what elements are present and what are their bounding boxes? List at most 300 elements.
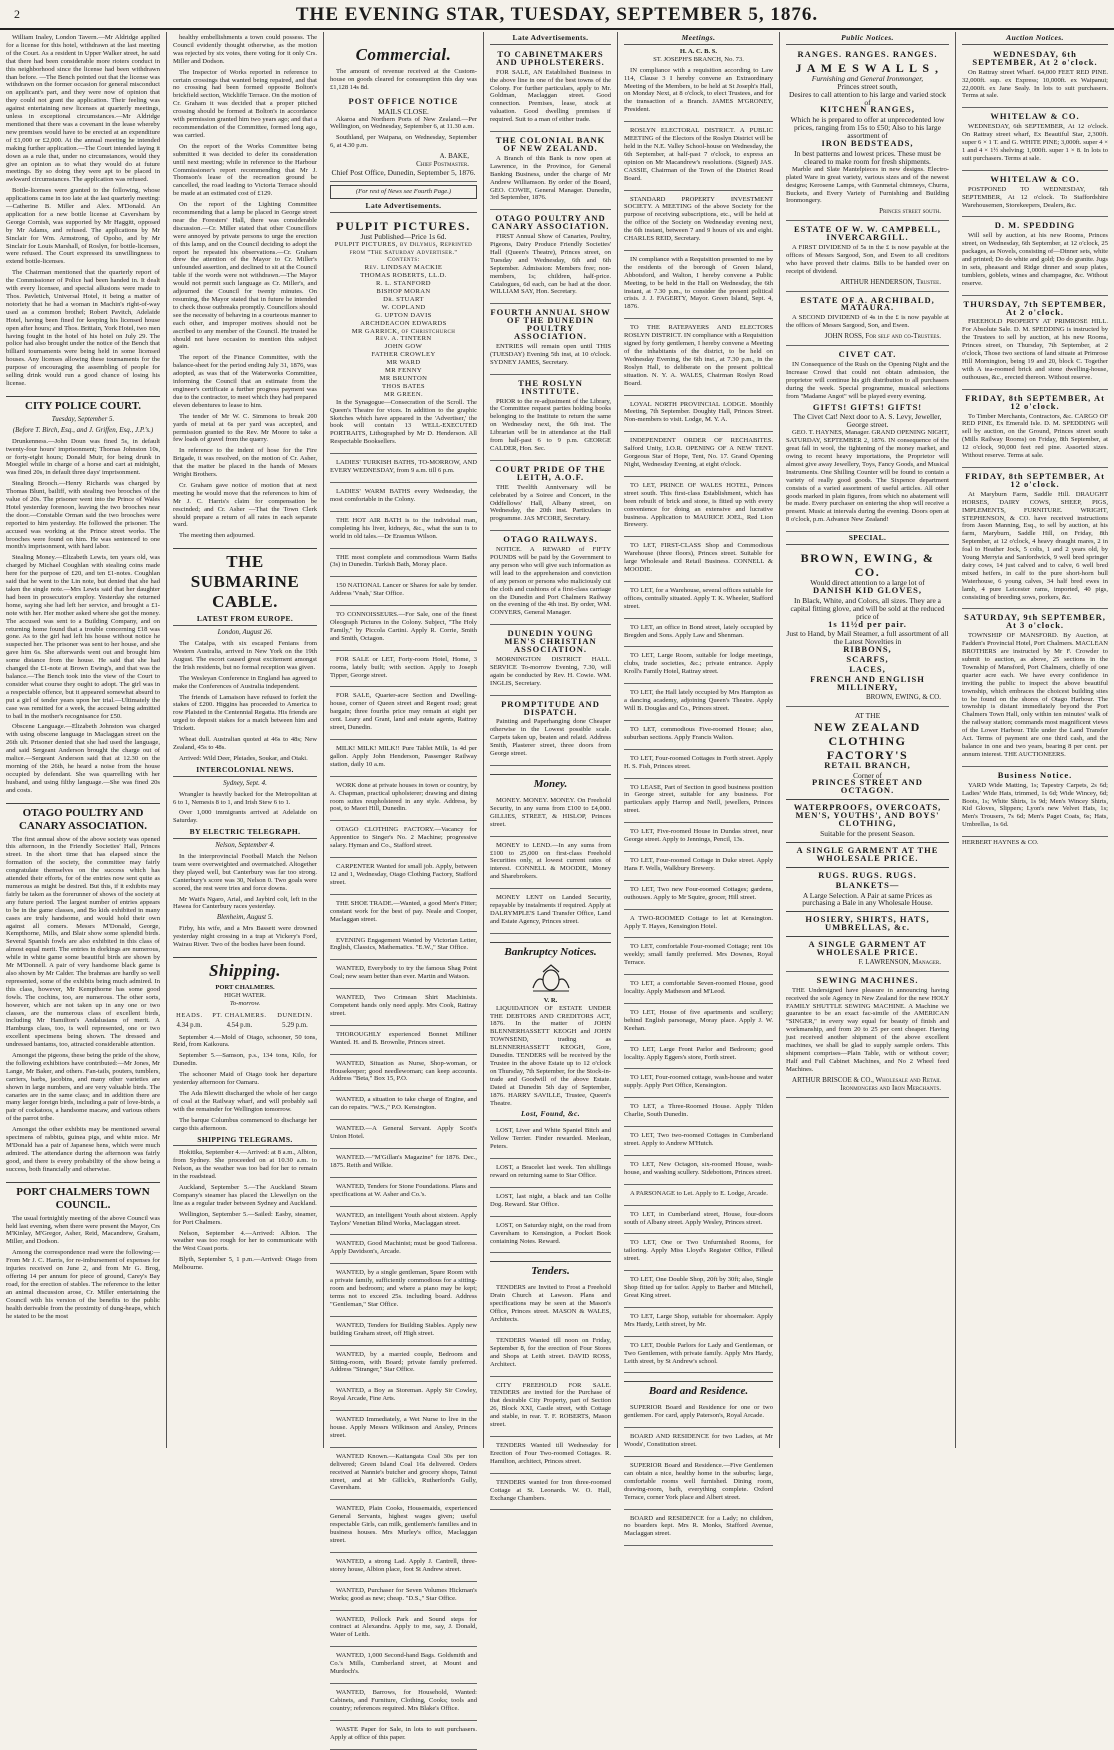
classified-ad-text: WANTED, Purchaser for Seven Volumes Hickman's Works; good as new; cheap. "D.S.," Star Office. <box>330 1586 477 1602</box>
classified-ad-text: WANTED, Two Crimean Shirt Machinists. Competent hands only need apply. Mrs Cook, Rattray street. <box>330 994 477 1017</box>
notice-ad-head: DUNEDIN YOUNG MEN'S CHRISTIAN ASSOCIATION. <box>504 628 597 655</box>
high-water-day: To-morrow. <box>229 999 261 1007</box>
auction-ad-body: On Rattray street Wharf. 64,000 FEET RED PINE. 32,000ft. sup. ex Express; 10,000ft. ex Waipanui; 22,000ft. ex Jane Sealy. In lots to suit purchasers. Terms at sale. <box>962 68 1108 100</box>
kitchen-ranges: KITCHEN RANGES, <box>820 104 915 115</box>
classified-ad <box>330 991 477 1026</box>
meeting-notice <box>624 1208 773 1235</box>
auction-ad <box>962 769 1108 837</box>
shipping-arrivals <box>173 1034 317 1133</box>
meeting-notice <box>624 398 773 433</box>
auction-notices-title: Auction Notices. <box>962 34 1108 45</box>
meeting-notice-text: TO LET, Large Front Parlor and Bedroom; good locality. Apply Eggers's store, Forth street. <box>624 1045 773 1061</box>
brown-ewing-sig: BROWN, EWING, & CO. <box>865 692 941 701</box>
tender-ad-text: TENDERS are Invited to Frost a Freehold Drain Church at Lawson. Plans and specifications may be seen at the Mason's Office, Princes street. MASON & WALES, Architects. <box>490 1284 611 1324</box>
intercolonial-item: Over 1,000 immigrants arrived at Adelaide on Saturday. <box>173 809 317 825</box>
police-case: Drunkenness.—John Doun was fined 5s, in default twenty-four hours' imprisonment; Thomas Johnston 10s, or forty-eight hours; Donald Muir, for being drunk in Moegiel while in charge of a horse and cart at midnight, was fined 20s, in default three days' imprisonment. <box>6 437 160 477</box>
meeting-notice <box>624 940 773 975</box>
notice-ad <box>490 627 611 695</box>
auction-ad-body: TOWNSHIP OF MANSFORD. By Auction, at Fadden's Provincial Hotel, Port Chalmers. MACLEAN BROTHERS are instructed by Mr F. Crowder to submit to auction, as above, 25 sections in the Township of Mansford, Port Chalmers, chiefly of one quarter acre each. We have every confidence in inviting the public to inspect the above beautiful township, which embraces the choicest building sites to be found on the shores of Otago Harbour. The township is distant immediately beyond the Port Chalmers Town Hall, only within ten minutes' walk of the railway station; commands most magnificent views of the Lower Harbour. Title under the Land Transfer Act. Terms of payment are one third cash, and the balance in one and two years, bearing 8 per cent. per annum interest. THE AUCTIONEERS. <box>962 632 1108 758</box>
royal-crest-icon <box>527 962 575 994</box>
meeting-notice <box>624 1187 773 1206</box>
pulpit-contents-line: MR GREEN. <box>383 390 424 398</box>
column-7 <box>956 32 1114 1448</box>
shipping-telegrams-title: SHIPPING TELEGRAMS. <box>173 1136 317 1147</box>
auction-ad <box>962 48 1108 108</box>
classified-ad <box>330 742 477 777</box>
poultry-association-title: OTAGO POULTRY AND CANARY ASSOCIATION. <box>6 803 160 833</box>
notice-ad-head: FOURTH ANNUAL SHOW OF THE DUNEDIN POULTRY ASSOCIATION. <box>490 307 611 342</box>
police-case: Stealing Brooch.—Henry Richards was charged by Thomas Blunt, bailiff, with stealing two brooches of the value of 20s. The prisoner went into the Prince of Wales Hotel yesterday forenoon, leaving the two brooches near the door.—Constable Orman said the two brooches were reported to him yesterday. He followed the prisoner. The accused was working at the Prince street works. The brooches were found on him. He was sentenced to one month's imprisonment, with hard labor. <box>6 480 160 551</box>
classified-ad <box>330 860 477 895</box>
meeting-notice <box>624 1236 773 1271</box>
classified-ad <box>330 1122 477 1149</box>
council-paragraph: The tender of Mr W. C. Simmons to break 200 yards of metal at 6s per yard was accepted, and permission granted to the Rev. Mr Moore to take a few loads of gravel from the quarry. <box>173 412 317 444</box>
notice-ad <box>490 698 611 766</box>
mail-closing: Southland, per Waipana, on Wednesday, September 6, at 4.30 p.m. <box>330 134 477 150</box>
civet-cat-body: IN Consequence of the Rush on the Opening Night and the Increase Crowd that could not obtain admission, the proprietor will continue his gift distribution to all purchasers during the week. Special programme, musical selections from "Madame Angot" will be played every evening. <box>786 361 949 400</box>
archibald-estate-head: ESTATE OF A. ARCHIBALD, MATAURA. <box>800 294 935 313</box>
classified-ad-text: OTAGO CLOTHING FACTORY.—Vacancy for Apprentice to Singer's No. 2 Machine; progressive salary. Hyman and Co., Stafford street. <box>330 826 477 850</box>
classified-ad-text: 150 NATIONAL Lancer or Shares for sale by tender. Address 'Vnah,' Star Office. <box>330 582 477 598</box>
james-walls-address: Princes street south, <box>837 81 898 91</box>
notice-ad-body: FOR SALE, AN Established Business in the above line in one of the best towns of the Colony. For further particulars, apply to Mr. Goldman, Maclaggan street. Good connection. Premises, lease, stock at valuation. Good dwelling premises if required. Suit to a man of either trade. <box>490 68 611 124</box>
meeting-notice <box>624 752 773 779</box>
meeting-notice <box>624 1158 773 1185</box>
tender-ad-text: TENDERS wanted for Iron three-roomed Cottage at St. Leonards. W. O. Hall, Exchange Chambers. <box>490 1478 611 1502</box>
auction-ad <box>962 470 1108 610</box>
public-notices-title: Public Notices. <box>786 34 949 45</box>
notice-ad-head: THE COLONIAL BANK OF NEW ZEALAND. <box>495 135 606 153</box>
bankruptcy-vr: V. R. <box>543 996 558 1004</box>
meeting-notice-text: TO LET, Two new Four-roomed Cottages; gardens, outhouses. Apply to Mr Squire, grocer, Hill street. <box>624 885 773 901</box>
auction-ad-head: WHITELAW & CO. <box>990 111 1080 122</box>
intercolonial-dateline: Sydney, Sept. 4. <box>223 778 267 787</box>
classified-ad-text: WANTED Immediately, a Wet Nurse to live in the house. Apply Messrs Wilkinson and Ansley, Princes street. <box>330 1416 477 1439</box>
postmaster-name: A. BAKE, <box>439 152 469 161</box>
police-court-bench: (Before T. Birch, Esq., and J. Griffen, Esq., J.P.'s.) <box>12 425 154 434</box>
brown-ewing-body-3: Just to Hand, by Mail Steamer, a full assortment of all the Latest Novelties in <box>786 629 949 647</box>
pulpit-contents-line: G. UPTON DAVIS <box>375 311 432 319</box>
glove-price: 1s 11½d per pair. <box>828 618 907 629</box>
meeting-notice <box>624 539 773 582</box>
pulpit-contents-line: R. L. STANFORD <box>376 280 431 288</box>
meeting-notice-text: TO LET, Large Shop, suitable for shoemaker. Apply Mrs Hardy, Leith street, by Mr. <box>624 1312 773 1328</box>
classified-ad <box>330 1613 477 1648</box>
tender-ad <box>490 1334 611 1377</box>
nz-rugs: RUGS. RUGS. RUGS. <box>818 869 917 880</box>
meeting-notice <box>624 912 773 939</box>
auction-ad-head: Business Notice. <box>997 769 1073 780</box>
classified-ad-text: WANTED.—"M'Gillan's Magazine" for 1876. Dec., 1875. Reith and Wilkie. <box>330 1154 477 1169</box>
meeting-notice <box>624 253 773 319</box>
gifts-head: GIFTS! GIFTS! GIFTS! <box>812 401 923 412</box>
pulpit-contents-line: BISHOP MORAN <box>376 288 431 296</box>
classified-ad <box>330 653 477 688</box>
campbell-estate-sig: ARTHUR HENDERSON, Trustee. <box>840 277 941 286</box>
auction-ad-head: WHITELAW & CO. <box>990 173 1080 184</box>
shipping-telegram: Auckland, September 5.—The Auckland Steam Company's steamer has placed the Llewellyn on the line as a regular trader between Sydney and Auckland. <box>173 1184 317 1207</box>
council-paragraph: The report of the Finance Committee, with the balance-sheet for the period ending July 31, 1876, was adopted, as was that of the Waterworks Committee, informing the Council that an estimate from the engineer's certificate a further progress payment was due to the contractor, to meet which they had prepared eleven debentures to lease to him. <box>173 354 317 409</box>
brown-ewing-ad <box>786 548 949 707</box>
shipping-item: September 5.—Samson, p.s., 134 tons, Kilo, for Dunedin. <box>173 1052 317 1068</box>
classified-ad-text: WANTED, by a married couple, Bedroom and Sitting-room, with Board; private family preferred. Address "Stranger," Star Office. <box>330 1350 477 1374</box>
ladies-turkish-baths-ad <box>330 456 477 483</box>
bankruptcy-body: LIQUIDATION OF ESTATE UNDER THE DEBTORS AND CREDITORS ACT, 1876. In the matter of JOHN BLENNERHASSETT KEOGH and JOHN TOWNSEND, trading as BLENNERHASSETT KEOGH, Gore, Dunedin. TENDERS will be received by the Trustee in the above Estate up to 12 o'clock on Thursday, 7th September, for the Stock-in-trade and Goodwill of the above Estate. Dated at Dunedin 5th day of September, 1876. HARRY SAVILLE, Trustee, Queen's Theatre. <box>490 1004 611 1107</box>
meeting-notice-text: TO LET, Five-roomed House in Dundas street, near George street. Apply to Jennings, Pencil, 13s. <box>624 828 773 844</box>
classified-ad <box>330 1180 477 1207</box>
meeting-notice-text: TO LET, Double Parlors for Lady and Gentleman, or Two Gentlemen, with private family. Apply Mrs Hardy, Leith street, by St Andrew's school. <box>624 1341 773 1365</box>
scarfs: SCARFS, <box>846 654 889 665</box>
nz-blankets: BLANKETS— <box>835 879 900 890</box>
meeting-notice-text: STANDARD PROPERTY INVESTMENT SOCIETY. A MEETING of the above Society for the purpose of receiving subscriptions, etc., will be held at the office of the Society on Wednesday evening next, the 6th instant, between 7 and 9 hours of six and eight. CHARLES REID, Secretary. <box>624 195 773 243</box>
classified-ad-text: WANTED, Pollock Park and Sound steps for contract at Alexandra. Apply to me, say, J. Donald, Water of Leith. <box>330 1615 477 1639</box>
notice-ad-head: TO CABINETMAKERS AND UPHOLSTERERS. <box>496 48 605 67</box>
notice-ad-body: A Branch of this Bank is now open at Lawrence, in the Province, for General Banking Business, under the charge of Mr Andrew Williamson. By order of the Board, GEO. COWIE, General Manager. Dunedin, 3rd September, 1876. <box>490 154 611 202</box>
board-residence-ad-text: BOARD and RESIDENCE for a Lady; no children, no boarders kept. Mrs R. Monks, Stafford Avenue, Maclaggan street. <box>624 1514 773 1538</box>
pulpit-contents-line: W. COPLAND <box>381 303 426 311</box>
classified-ad <box>330 823 477 858</box>
meeting-notice-text: TO LET, FIRST-CLASS Shop and Commodious Warehouse (three floors), Princes street. Suitable for large Wholesale and Retail Business. CONNELL & MOODIE. <box>624 542 773 574</box>
meeting-notice <box>624 883 773 910</box>
meeting-notice <box>624 193 773 251</box>
police-court-title: CITY POLICE COURT. <box>6 396 160 413</box>
meeting-notice-text: TO LET, a comfortable Seven-roomed House, good locality. Apply Matheson and M'Leod. <box>624 980 773 996</box>
auction-ad-body: YARD Wide Matting, 1s; Tapestry Carpets, 2s 6d; Ladies' Wide Hats, trimmed, 1s 6d; Wide Wincey, 6d; Boots, 1s; White Shirts, 1s 9d; Men's Wincey Shirts, Kid Gloves, Slippers; Lyon's new Velvet Hats, 1s; Men's Trousers, 7s 6d; Men's Paget Coats, 6s; Hats, Umbrellas, 1s 6d. <box>962 781 1108 829</box>
pulpit-contents-line: MR WARD <box>386 359 421 367</box>
meeting-notice <box>624 434 773 477</box>
money-ad-text: MONEY to LEND.—In any sums from £100 to 25,000 on first-class Freehold Securities only, at lowest current rates of interest. CONNELL & MOODIE, Money and Sharebrokers. <box>490 841 611 881</box>
meeting-notice-text: TO LET, Two two-roomed Cottages in Cumberland street. Apply to Andrew M'Hutch. <box>624 1132 773 1147</box>
danish-kid-gloves: DANISH KID GLOVES, <box>813 584 922 595</box>
classified-ad-text: EVENING Engagement Wanted by Victorian Letter, English, Classics, Mathematics. "E.W.," Star Office. <box>330 936 477 952</box>
notice-ad <box>490 48 611 132</box>
meeting-notice <box>624 977 773 1004</box>
shipping-item: September 4.—Mold of Otago, schooner, 50 tons, Reid, from Kaikoura. <box>173 1033 317 1049</box>
meeting-notice <box>624 781 773 824</box>
classified-ad <box>330 1686 477 1721</box>
james-walls-name: J A M E S W A L L S , <box>795 60 940 75</box>
latest-from-europe: LATEST FROM EUROPE. <box>173 615 317 626</box>
tide-heading: HEADS. <box>176 1011 203 1019</box>
classified-ad <box>330 1209 477 1236</box>
news-fourth-page: (For rest of News see Fourth Page.) <box>330 185 477 199</box>
auction-ad-head: FRIDAY, 8th SEPTEMBER, At 12 o'clock. <box>965 470 1105 489</box>
column-6 <box>780 32 956 1448</box>
meeting-notice-text: TO LET, an office in Bond street, lately occupied by Bregden and Sons. Apply Law and Shenman. <box>624 623 773 639</box>
auction-ad-body: POSTPONED TO WEDNESDAY, 6th SEPTEMBER, At 12 o'clock. To Staffordshire Warehousemen, Storekeepers, Dealers, &c. <box>962 185 1108 209</box>
post-office-notice <box>330 95 477 182</box>
james-walls-ad <box>786 48 949 221</box>
auction-ad-head: D. M. SPEDDING <box>994 220 1076 231</box>
classified-ad <box>330 1649 477 1684</box>
sewing-machines-ad <box>786 974 949 1098</box>
classified-ad-text: WANTED, Everybody to try the famous Shag Point Coal; new seam better than ever. Martin and Watson. <box>330 965 477 981</box>
james-walls-body-3: In best patterns and lowest prices. These must be cleared to make room for fresh shipments. <box>794 148 941 166</box>
police-court-body <box>6 438 160 795</box>
tide-time: 5.29 p.m. <box>282 1021 308 1029</box>
post-office-place: Chief Post Office, Dunedin, September 5, 1876. <box>331 167 476 177</box>
lost-found-ad <box>490 1161 611 1188</box>
pulpit-contents-line: MR BRUNTON <box>379 375 428 382</box>
archibald-estate-body: A SECOND DIVIDEND of 4s in the £ is now payable at the offices of Messrs Sargood, Son, and Ewen. <box>786 314 949 330</box>
notice-ad <box>490 134 611 210</box>
auction-ad-body: WEDNESDAY, 6th SEPTEMBER, At 12 o'clock. On Rattray street wharf, Ex Beautiful Star, 2,300ft. super 6 × 1 T. and G. WHITE PINE; 3,000ft. super 4 × 1 and 4 × 1½ shelving; 1,000ft. super 1 × 8. In lots to suit purchasers. Terms at sale. <box>962 123 1108 162</box>
classified-ad <box>330 1237 477 1264</box>
notice-ad <box>490 377 611 461</box>
meeting-notice <box>624 64 773 122</box>
meeting-notice <box>624 1006 773 1041</box>
pulpit-pictures-ad <box>330 216 477 454</box>
classified-ad <box>330 579 477 606</box>
licensing-report <box>6 34 160 388</box>
port-chalmers-council-body <box>6 1215 160 1321</box>
classified-ad <box>330 934 477 961</box>
pulpit-contents-line: MR FENNY <box>384 367 423 375</box>
lost-found-ad <box>490 1219 611 1254</box>
civet-cat-ad <box>786 348 949 532</box>
column-2 <box>167 32 324 1448</box>
poultry-association-body <box>6 836 160 1174</box>
meeting-notice-text: LOYAL NORTH PROVINCIAL LODGE. Monthly Meeting, 7th September. Doughty Hall, Princes Street. Non-members to visit. Lodge, M. Y. A. <box>624 400 773 424</box>
meeting-notice-text: TO LET, Four-roomed Cottage in Duke street. Apply Hans F. Wells, Walkbury Brewery. <box>624 856 773 872</box>
classified-ad-text: WANTED, Tenders for Building Stables. Apply new building Graham street, off High street. <box>330 1321 477 1337</box>
tenders-title: Tenders. <box>490 1261 611 1278</box>
auction-ad-head: FRIDAY, 8th SEPTEMBER, At 12 o'clock. <box>965 392 1105 411</box>
james-walls-tail: Princes street south. <box>879 207 941 216</box>
auction-ad <box>962 611 1108 766</box>
sewing-machines-title: SEWING MACHINES. <box>816 974 919 985</box>
submarine-cable-title: THE SUBMARINE CABLE. <box>173 548 317 612</box>
nz-single-garment: A SINGLE GARMENT AT WHOLESALE PRICE. <box>808 939 927 958</box>
haynes-sig: HERBERT HAYNES & CO. <box>962 839 1039 847</box>
classified-ad-text: CARPENTER Wanted for small job. Apply, between 12 and 1, Wednesday, Otago Clothing Factory, Stafford street. <box>330 863 477 886</box>
classified-ad-text: WANTED, 1,000 Second-hand Bags. Goldsmith and Co.'s Mills, Cumberland street, at Mount and Murdoch's. <box>330 1652 477 1676</box>
telegraph-item: Mr Watt's Ngaro, Arial, and Jaybird colt, left in the Hawea for Canterbury races yesterday. <box>173 895 317 911</box>
page-number: 2 <box>14 7 20 21</box>
special-title: SPECIAL. <box>786 534 949 545</box>
money-title: Money. <box>490 774 611 791</box>
commercial-title: Commercial. <box>355 45 452 64</box>
classified-ad-text: WANTED, Situation as Nurse, Shop-woman, or Housekeeper; good needlewoman; can keep accounts. Address "Beta," Box 15, P.O. <box>330 1059 477 1083</box>
meeting-notice-text: TO LET, in Cumberland street, House, four-doors south of Albany street. Apply Wesley, Princes street. <box>624 1210 773 1226</box>
meeting-notice <box>624 1043 773 1070</box>
council-paragraph: Among the correspondence read were the following:—From Mr J. C. Harris, for re-imbursement of expenses for injuries received on June 2, and from Mr G. Brog, offering 14 per annum for piece of ground, Carey's Bay road, for the erection of stables. The reference to the letter an animal discussion arose, Cr. Miller entertaining the Council with his version of the benefits to the public health derivable from the proximity of dung-heaps, which he stated to be the most <box>6 1249 160 1320</box>
late-ads-title: Late Advertisements. <box>330 202 477 213</box>
telegraph-body <box>173 853 317 911</box>
classified-ad <box>330 1502 477 1553</box>
poultry-paragraph: Amongst the pigeons, these being the pride of the show, the following exhibitors have contributed:—Mr Jones, Mr Lange, Mr Baker, and others. Fan-tails, pouters, tumblers, carriers, barbs, jacobins, and many other varieties are shown in large numbers, and are very valuable birds. The canaries are in the same class; and in addition there are many larger foreign birds, including a pair of love-birds, a pair of cockatoos, a handsome macaw, and various others of the parrot tribe. <box>6 1052 160 1123</box>
civet-cat-head: CIVET CAT. <box>838 349 897 360</box>
pulpit-contents-line: FATHER CROWLEY <box>371 351 436 359</box>
hacbs-branch: ST. JOSEPH'S BRANCH, No. 73. <box>653 55 744 63</box>
classified-ad-text: MILK! MILK! MILK!! Pure Tablet Milk, 1s 4d per gallon. Apply John Henderson, Passenger Railway station, daily 10 a.m. <box>330 745 477 768</box>
pulpit-pictures-head: PULPIT PICTURES. <box>336 218 471 233</box>
notice-ad <box>490 463 611 531</box>
notice-ad-body: MORNINGTON DISTRICT HALL. SERVICE To-morrow Evening, 7.30, will again be conducted by Rev. H. Cowie. WM. INGLIS, Secretary. <box>490 656 611 687</box>
nz-retail-branch: RETAIL BRANCH, <box>824 759 911 770</box>
money-ad-text: MONEY. MONEY. MONEY. On Freehold Security, in any sums from £100 to £4,000. GILLIES, STREET, & HISLOP, Princes street. <box>490 796 611 828</box>
board-residence-ad-text: SUPERIOR Board and Residence for one or two gentlemen. For card, apply Paterson's, Royal Arcade. <box>624 1404 773 1420</box>
classified-ad <box>330 1555 477 1582</box>
poultry-paragraph: The first annual show of the above society was opened this afternoon, in the Friendly Societies' Hall, Princes street. In the short time that has elapsed since the formation of the society, the committee may fairly congratulate themselves on the success which has attended their efforts, for of the entries now sent quite as numerous as might be desired. But this, if it exhibits may fairly be taken as the forerunner of shows of the society at any future period. The largest number of entries appears to be in the game classes, and Bo kids exhibited in many cases are truly handsome, and would hold their own against all comers. Messrs M'Donald, George, Kempthorne, Mills, and Blair show some splendid birds. Several Spanish fowls are also exhibited in this class of almost equal merit. The entries in dorkings are numerous, while in white game some beautiful birds are shown by Mr M'Donnell. A pair of very handsome black game is also shown by Mr Calder. The brahmas are hardly so well represented, some of the exhibits being much admired. In this class, however, Mr Kempthorne has some good fowls. The cochins, too, are numerous. The other sorts, however, which are not taken up in any one or two classes, are the numerous class of excellent birds, including Mr Hamilton's Andalusians of merit. A Hamburgs class, too, is well represented, one or two excellent specimens being shown. The dressed and undressed bantams, too, attracted considerable attention. <box>6 835 160 1049</box>
classified-ad-text: WANTED, by a single gentleman, Spare Room with a private family, sufficiently commodious for a sitting-room and bedroom; and where a piano may be kept; terms not to exceed 25s. including board. Address "Gentleman," Star Office. <box>330 1269 477 1308</box>
nz-hosiery: HOSIERY, SHIRTS, HATS, UMBRELLAS, &c. <box>805 914 930 933</box>
shipping-item: The Ada Blewitt discharged the whole of her cargo of coal at the Railway wharf, and will probably sail with the remainder for Wellington tomorrow. <box>173 1089 317 1113</box>
notice-ad-head: THE ROSLYN INSTITUTE. <box>518 377 583 396</box>
meeting-notice <box>624 1310 773 1337</box>
classified-ad-text: THE SHOE TRADE.—Wanted, a good Men's Fitter; constant work for the best of pay. Neale and Cooper, Maclaggan street. <box>330 899 477 923</box>
tender-ad-text: TENDERS Wanted till Wednesday for Erection of Four Two-roomed Cottages. R. Hamilton, architect, Princes street. <box>490 1442 611 1465</box>
meeting-notice <box>624 321 773 395</box>
shipping-telegram: Blyth, September 5, 1 p.m.—Arrived: Otago from Melbourne. <box>173 1256 317 1272</box>
ladies-turkish-baths: LADIES' TURKISH BATHS, TO-MORROW, AND EVERY WEDNESDAY, from 9 a.m. till 6 p.m. <box>330 459 477 475</box>
notice-ad <box>490 533 611 625</box>
tide-time: 4.34 p.m. <box>176 1021 203 1029</box>
meeting-notice <box>624 723 773 750</box>
council-paragraph: Cr. Graham gave notice of motion that at next meeting he would move that the references to him of Mr J. C. Harris's claim for compensation be rescinded; and Cr. Asher —That the Town Clerk should prepare a return of all rates in each separate ward. <box>173 481 317 529</box>
meeting-notice-text: TO LET, One Double Shop, 20ft by 30ft; also, Single Shop fitted up for tailor. Apply to Barber and Mitchell, Great King street. <box>624 1276 773 1299</box>
tender-ad <box>490 1379 611 1437</box>
meeting-notice <box>624 124 773 190</box>
lost-found-ad-text: LOST, Liver and White Spaniel Bitch and Yellow Terrier. Finder rewarded. Meelean, Peters. <box>490 1127 611 1151</box>
pulpit-contents-line: MR GARRICK, of Christchurch <box>351 327 456 335</box>
telegraph-dateline: Nelson, September 4. <box>215 841 275 850</box>
classified-ad <box>330 1348 477 1383</box>
classified-ad-text: TO CONNOISSEURS.—For Sale, one of the finest Oleograph Pictures in the Colony. Subject, "The Holy Family," by Piccola Cartini. Apply R. Corrie, Smith and Smith, Octagon. <box>330 611 477 642</box>
meeting-notice-text: TO LET, One or Two Unfurnished Rooms, for tailoring. Apply Miss Lloyd's Register Office, Filleul street. <box>624 1239 773 1263</box>
meeting-notice <box>624 825 773 852</box>
tide-heading: DUNEDIN. <box>277 1011 313 1019</box>
high-water-label: HIGH WATER. <box>224 991 266 999</box>
mail-closing: Akaroa and Northern Ports of New Zealand.—Per Wellington, on Wednesday, September 6, at 11.30 a.m. <box>330 115 477 131</box>
telegraph-item: In the interprovincial Football Match the Nelson team were overweighted and overmatched. Altogether they played well, but Canterbury was far too strong. Canterbury's score was 30, Nelson 0. Two goals were scored, the rest were tries and force downs. <box>173 853 317 892</box>
nz-season: Suitable for the present Season. <box>820 828 915 838</box>
shipping-telegram: Hokitika, September 4.—Arrived: at 8 a.m., Albion, from Sydney. She proceeded on at 10.30 a.m. to Nelson, as the weather was too bad for her to remain in the roadstead. <box>173 1149 317 1181</box>
gifts-body: GEO. T. HAYNES, Manager. GRAND OPENING NIGHT, SATURDAY, SEPTEMBER 2, 1876. IN consequence of the great fall in wool, the tightening of the money market, and owing to recent heavy importations, the Proprietor will almost give away Jewellery, Toys, Fancy Goods, and Musical Instruments. One Shilling Counter will be found to contain a variety of really good goods. The Sixpence department consists of a varied assortment of useful articles. All other goods marked in plain figures, from which no abatement will be made. Every purchaser on entering the shop will receive a present. Music at intervals during the evening. Doors open at 8 o'clock, p.m. Advance New Zealand! <box>786 429 949 524</box>
meeting-notice <box>624 649 773 684</box>
classified-ad <box>330 1723 477 1750</box>
licensing-paragraph: William Inaley, London Tavern.—Mr Aldridge applied for a license for this hotel, withdrawn at the last meeting of the Court. As a resident in Upper Walker street, he said that there had been considerable more rioters conduct in this neighborhood since the license had been withdrawn than before. —The Bench pointed out that the license was withdrawn on the former occasion for general misconduct on applicant's part, and they were now of opinion that they could not grant the application. Their feeling was against entertaining new licenses at quarterly meetings, unless in exceptional circumstances.—Mr Aldridge mentioned that there was a covenant in the lease whereby new premises would have to be erected at an expenditure of £1,000 or £2,000. At the annual meeting he intended making further application.—The Court intended laying it down as a rule that, under no circumstances, would they give an opinion as to what they would do at future meetings. By so doing they were apt to be placed in awkward circumstances. The application was refused. <box>6 34 160 184</box>
council-paragraph: The meeting then adjourned. <box>179 532 255 540</box>
classified-ad-text: THE HOT AIR BATH is to the individual man, completing his liver, kidneys, &c., what the sun is to world in old tales.—Dr Erasmus Wilson. <box>330 516 477 540</box>
classified-ad <box>330 689 477 740</box>
nz-waterproofs: WATERPROOFS, OVERCOATS, MEN'S, YOUTHS', AND BOYS' CLOTHING, <box>793 802 942 829</box>
poultry-paragraph: Amongst the other exhibits may be mentioned several specimens of rabbits, guinea pigs, and white mice. Mr M'Donald has a pair of Japanese hens, which were much admired. The attendance during the afternoon was fairly good, and there is every probability of the show being a success, both financially and otherwise. <box>6 1126 160 1173</box>
board-residence-ad <box>624 1401 773 1428</box>
lost-found-ad <box>490 1124 611 1159</box>
tender-ad <box>490 1439 611 1474</box>
classified-ad-text: WANTED, Plain Cooks, Housemaids, experienced General Servants, highest wages given; useful respectable Girls, can milk, gentlemen's families and in business houses. Mrs Murley's office, Maclaggan street. <box>330 1505 477 1544</box>
james-walls-body: Desires to call attention to his large and varied stock of <box>788 89 947 107</box>
pulpit-contents-line: Contents: <box>387 256 420 264</box>
meeting-notice-text: TO LET, New Octagon, six-roomed House, wash-house, and washing scullery. Sidebottom, Princes street. <box>624 1160 773 1176</box>
classified-ad <box>330 1266 477 1317</box>
late-ads-title-2: Late Advertisements. <box>490 34 611 45</box>
pulpit-contents-line: THOMAS ROBERTS, LL.D. <box>360 272 447 280</box>
notice-ad <box>490 212 611 304</box>
newspaper-title: THE EVENING STAR, TUESDAY, SEPTEMBER 5, 1876. <box>295 4 819 25</box>
meetings-title: Meetings. <box>624 34 773 45</box>
brown-ewing-body: Would direct attention to a large lot of <box>810 578 925 588</box>
classified-ad <box>330 1584 477 1611</box>
classified-ad <box>330 962 477 989</box>
police-case: Stealing Money.—Elizabeth Lewis, ten years old, was charged by Michael Coughlan with stealing coins made here for the purpose of £20, and ten £1-notes. Coughlan said that he went to the Lin note, but denied that she had taken the single note.—Mrs Lewis said that her daughter had been in prosecutor's employ. Yesterday she returned home, saying she had left her service, and brought a £1-note with her. Her mother asked where she got the money. The accused was sent to a Building Company, and on returning home found that a trouble concerning £18 was gone. As to the girl had left his house without notice he suspected her. The prisoner was sent to her house, and she gave him 6s. She afterwards went out and brought him some distance from the house. He said that she had changed the £1-note at Brown Ewing's, and that was the balance.—The Bench took into the view of the Court to consider what course they ought to adopt. The girl was in a respectable offence, but it appeared somewhat absurd to put a girl of tender years upon her trial.—Ultimately the case was remitted for a week, the accused being admitted to bail in the mother's recognisance for £50. <box>6 554 160 720</box>
tender-ad <box>490 1476 611 1511</box>
notice-ad <box>490 306 611 374</box>
post-office-title: POST OFFICE NOTICE <box>348 95 459 106</box>
shipping-title: Shipping. <box>173 957 317 981</box>
council-paragraph: On the report of the Lighting Committee recommending that a lamp be placed in George street near the Foresters' Hall, there was considerable discussion.—Cr. Miller stated that other Councillors were annoyed by private persons to urge the erection of this lamp, and on the Council deciding to adopt the report he repeated his observations.—Cr. Graham drew the attention of the Mayor to Cr. Miller's unfounded assertion, and declined to sit at the Council table if the words were not withdrawn.—The Mayor would not permit such language as Cr. Miller's, and adjourned the Council for twenty minutes. On resuming, the Mayor stated that in future he intended to check those outbreaks promptly. Councillors should see the necessity of behaving in a courteous manner to each other, and improper motives should not be ascribed to any member of the Council. He trusted he should not have occasion to mention this subject again. <box>173 201 317 351</box>
cable-item: The Catalpa, with six escaped Fenians from Western Australia, arrived in New York on the 19th August. The escort caused great excitement amongst the Irish residents, but no formal reception was given. <box>173 640 317 671</box>
column-4 <box>484 32 618 1502</box>
ribbons: RIBBONS, <box>843 644 892 655</box>
meeting-notice-text: IN compliance with a Requisition presented to me by the residents of the borough of Green Island, Abbotsford, and Walton, I hereby convene a Public Meeting, to be held in the Hall on Wednesday, the 6th instant, at 7.30 p.m., to consider the present political crisis. J. J. FAGERTY, Mayor. Green Island, Sept. 4, 1876. <box>624 255 773 311</box>
meeting-notice-text: IN compliance with a requisition according to Law 114, Clause 3 I hereby convene an Extraordinary Meeting of the Members, to be held at St Joseph's Hall, on Monday Next, at 8 o'clock, to elect Trustees, and for the transaction of a Branch. JAMES M'GRONEY, President. <box>624 66 773 114</box>
archibald-estate-sig: JOHN ROSS, For self and co-Trustees. <box>824 332 941 341</box>
nz-clothing-factory-ad <box>786 709 949 972</box>
classified-ad-text: WANTED, Barrows, for Household, Wanted: Cabinets, and Furniture, Clothing, Cooks; tools and country; references required. Mrs Blake's Office. <box>330 1688 477 1712</box>
notice-ad-body: PRIOR to the re-adjustment of the Library, the Committee request parties holding books belonging to the Institute to return the same on Wednesday next, the 6th inst. The Librarian will be in attendance at the Hall from half-past 6 to 9 p.m. GEORGE CALDER, Hon. Sec. <box>490 397 611 452</box>
money-ad <box>490 891 611 934</box>
customs-revenue: The amount of revenue received at the Custom-house on goods cleared for consumption this day was £1,128 14s 8d. <box>330 68 477 91</box>
classified-ad-text: WANTED, an intelligent Youth about sixteen. Apply Taylors' Venetian Blind Works, Maclaggan street. <box>330 1211 477 1227</box>
gifts-sub: The Civet Cat! Next door to A. S. Levy, Jeweller, George street. <box>793 412 942 430</box>
meeting-notice-text: TO LET, Four-roomed cottage, wash-house and water supply. Apply Port Office, Kensington. <box>624 1074 773 1090</box>
nz-at: AT THE <box>854 710 881 720</box>
james-walls-sub: Furnishing and General Ironmonger, <box>811 73 924 83</box>
classified-ad <box>330 779 477 822</box>
classified-ad <box>330 551 477 578</box>
council-paragraph: healthy embellishments a town could possess. The Council evidently thought otherwise, as the motion was rejected by six votes, there voting for it only Crs. Miller and Dodson. <box>173 34 317 65</box>
pulpit-contents-line: PULPIT PICTURES, by Dilymus, Reprinted from "The Saturday Advertiser." <box>334 240 473 256</box>
classified-ad <box>330 1093 477 1120</box>
telegraph-item: Firby, his wife, and a Mrs Bassett were drowned yesterday night crossing in a trap at Vickery's Ford, Wairau River. Two of the bodies have been found. <box>173 925 317 949</box>
notice-ad-head: COURT PRIDE OF THE LEITH, A.O.F. <box>495 463 606 482</box>
hacbs-title: H. A. C. B. S. <box>679 47 718 55</box>
mails-close: MAILS CLOSE. <box>378 106 429 116</box>
classified-ad <box>330 1413 477 1448</box>
classified-ad-text: WANTED.—A General Servant. Apply Scott's Union Hotel. <box>330 1125 477 1141</box>
meeting-notice <box>624 1100 773 1127</box>
pulpit-contents-line: Dr. STUART <box>383 295 424 303</box>
sewing-machines-sig: ARTHUR BRISCOE & CO., Wholesale and Retail Ironmongers and Iron Merchants. <box>792 1075 941 1092</box>
meeting-notice-text: TO LET, PRINCE OF WALES HOTEL, Princes street south. This first-class Establishment, which has been rebuilt of brick and stone, is fitted up with every convenience for doing an extensive and lucrative business. Application to MAURICE JOEL, Red Lion Brewery. <box>624 481 773 529</box>
column-5 <box>618 32 780 1538</box>
meeting-notice-text: INDEPENDENT ORDER OF RECHABITES. Salford Unity, I.O.R. OPENING OF A NEW TENT. Gorgeous Star of Hope, Tent, No. 17. Grand Opening Night, Wednesday Evening, at eight o'clock. <box>624 437 773 468</box>
meeting-notice-text: A TWO-ROOMED Cottage to let at Kensington. Apply T. Hayes, Kensington Hotel. <box>624 914 773 930</box>
meeting-notice <box>624 479 773 537</box>
nz-garment: A SINGLE GARMENT AT THE WHOLESALE PRICE. <box>796 844 939 863</box>
auction-ad <box>962 392 1108 468</box>
james-walls-body-4: Marble and Slate Mantelpieces in new designs. Electro-plated Ware in great variety, various sizes and of the newest designs; Kerosene Lamps, with Gunmetal chimneys, Churns, Buckets, and Every Variety of Furnishing and Building Ironmongery. <box>786 165 949 205</box>
meeting-notice <box>624 621 773 648</box>
meeting-notice-text: TO LET, commodious Five-roomed House; also, suburban sections. Apply Francis Walton. <box>624 725 773 741</box>
tender-ad-text: TENDERS Wanted till noon on Friday, September 8, for the erection of Four Stores and Shops at Leith street. DAVID ROSS, Architect. <box>490 1336 611 1368</box>
archibald-estate-ad <box>786 294 949 347</box>
money-ad-text: MONEY LENT on Landed Security, repayable by instalments if required. Apply at DALRYMPLE'S Land Transfer Office, Land and Estate Agency, Princes street. <box>490 894 611 925</box>
shipping-telegrams-body <box>173 1149 317 1272</box>
auction-ad <box>962 110 1108 170</box>
classified-ad-text: THE most complete and commodious Warm Baths (3s) in Dunedin. Turkish Bath, Moray place. <box>330 553 477 569</box>
licensing-paragraph: The Chairman mentioned that the quarterly report of the Commissioner of Police had been handed in. It dealt with every licensee, and special allusions were made to Thos. Pavletich, Universal Hotel, it being a matter of notoriety that he had a woman in Machin's right-of-way used as a common brothel; Robert Pavitch, Adelaide Hotel, having been fined for keeping his licensed house open after hours; and Thos. Brittain, York Hotel, two men having fought in the hotel of his hotel on July 29. The police had also brought under the notice of the Bench that billiard tournaments were being held in some licensed houses. Any licenses allowing these tournaments for the purpose of encouraging the assembling of people for selling drink would run a good chance of losing his license. <box>6 269 160 387</box>
cable-dateline: London, August 26. <box>217 628 273 637</box>
auction-ad-body: At Maryburn Farm, Saddle Hill. DRAUGHT HORSES, DAIRY COWS, SHEEP, PIGS, IMPLEMENTS, FURNITURE. WRIGHT, STEPHENSON, & CO. have received instructions from Jason Manning, Esq., to sell by auction, at his farm, Maryburn, Saddle Hill, on Friday, 8th September, at 12 o'clock, 4 heavy draught mares, 2 in foal to Heather Jock, 5 colts, 1 and 2 years old, by Young Merryia and Sanfordwick, 9 well bred springer dairy cows, 14 just calved and to calve, 6 well bred mixed heifers, in calf to the pure short-horn bull Waterhouse, 6 young calves, 34 half bred ewes in lamb, 4 pure Leicester rams, imported, 40 pigs, consisting of breeding sows, porkers, &c. <box>962 490 1108 601</box>
board-residence-ad-text: SUPERIOR Board and Residence.—Five Gentlemen can obtain a nice, healthy home in the suburbs; large, comfortable rooms well furnished. Dining room, drawing-room, bath, everything complete. Oxford Terrace, corner York place and Albert street. <box>624 1462 773 1501</box>
meeting-notice <box>624 686 773 721</box>
council-paragraph: In reference to the indent of hose for the Fire Brigade, it was resolved, on the motion of Cr. Asher, that the matter be placed in the hands of Messrs Wright Brothers. <box>173 447 317 479</box>
auction-ad-head: THURSDAY, 7th SEPTEMBER, At 2 o'clock. <box>963 298 1107 317</box>
auction-ad <box>962 219 1108 295</box>
